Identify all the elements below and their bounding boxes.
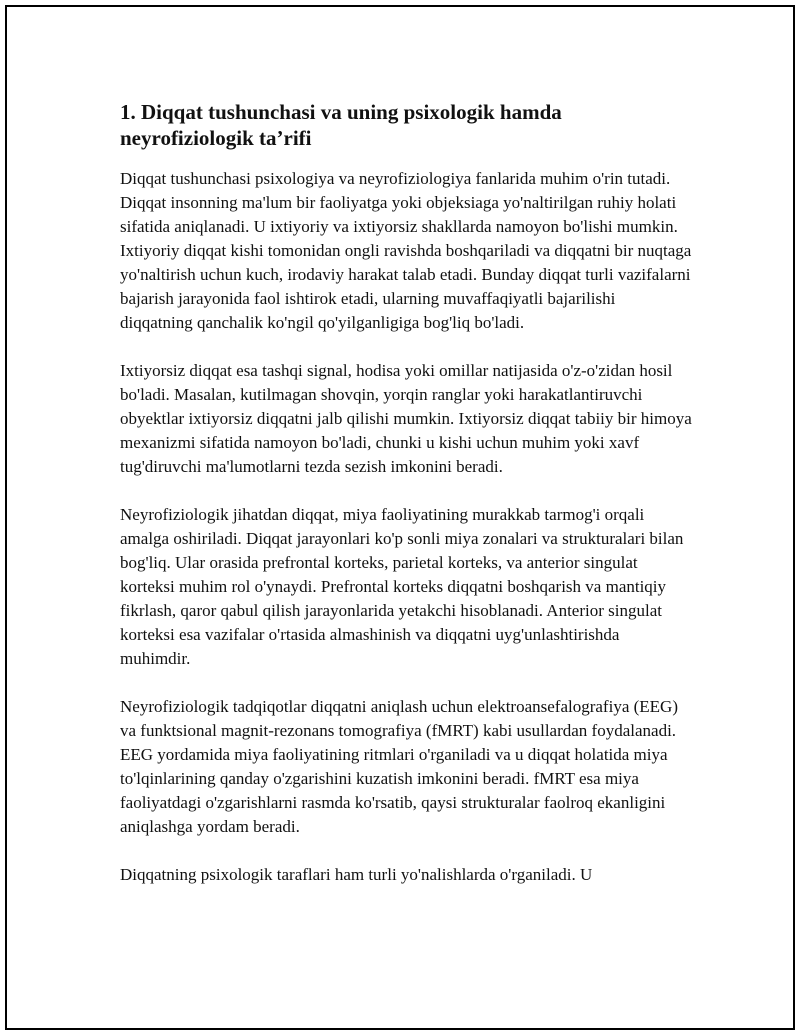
page-content [120, 99, 692, 911]
paragraph-5: Diqqatning psixologik taraflari ham turli yo'nalishlarda o'rganiladi. U [120, 865, 593, 884]
paragraph-4: Neyrofiziologik tadqiqotlar diqqatni aniqlash uchun elektroansefalografiya (EEG) va funktsional magnit-rezonans tomografiya (fMRT) kabi usullardan foydalanadi. EEG yordamida miya faoliyatining ritmlari o'rganiladi va u diqqat holatida miya to'lqinlarining qanday o'zgarishini kuzatish imkonini beradi. fMRT esa miya faoliyatdagi o'zgarishlarni rasmda ko'rsatib, qaysi strukturalar faolroq ekanligini aniqlashga yordam beradi. [120, 697, 678, 836]
document-page [5, 5, 795, 1030]
paragraph-1: Diqqat tushunchasi psixologiya va neyrofiziologiya fanlarida muhim o'rin tutadi. Diqqat insonning ma'lum bir faoliyatga yoki objeksiaga yo'naltirilgan ruhiy holati sifatida aniqlanadi. U ixtiyoriy va ixtiyorsiz shakllarda namoyon bo'lishi mumkin. Ixtiyoriy diqqat kishi tomonidan ongli ravishda boshqariladi va diqqatni bir nuqtaga yo'naltirish uchun kuch, irodaviy harakat talab etadi. Bunday diqqat turli vazifalarni bajarish jarayonida faol ishtirok etadi, ularning muvaffaqiyatli bajarilishi diqqatning qanchalik ko'ngil qo'yilganligiga bog'liq bo'ladi. [120, 169, 692, 332]
section-heading: 1. Diqqat tushunchasi va uning psixologik hamda neyrofiziologik taʼrifi [120, 100, 562, 150]
paragraph-2: Ixtiyorsiz diqqat esa tashqi signal, hodisa yoki omillar natijasida o'z-o'zidan hosil bo'ladi. Masalan, kutilmagan shovqin, yorqin ranglar yoki harakatlantiruvchi obyektlar ixtiyorsiz diqqatni jalb qilishi mumkin. Ixtiyorsiz diqqat tabiiy bir himoya mexanizmi sifatida namoyon bo'ladi, chunki u kishi uchun muhim yoki xavf tug'diruvchi ma'lumotlarni tezda sezish imkonini beradi. [120, 361, 692, 476]
paragraph-3: Neyrofiziologik jihatdan diqqat, miya faoliyatining murakkab tarmog'i orqali amalga oshiriladi. Diqqat jarayonlari ko'p sonli miya zonalari va strukturalari bilan bog'liq. Ular orasida prefrontal korteks, parietal korteks, va anterior singulat korteksi muhim rol o'ynaydi. Prefrontal korteks diqqatni boshqarish va mantiqiy fikrlash, qaror qabul qilish jarayonlarida yetakchi hisoblanadi. Anterior singulat korteksi esa vazifalar o'rtasida almashinish va diqqatni uyg'unlashtirishda muhimdir. [120, 505, 684, 668]
